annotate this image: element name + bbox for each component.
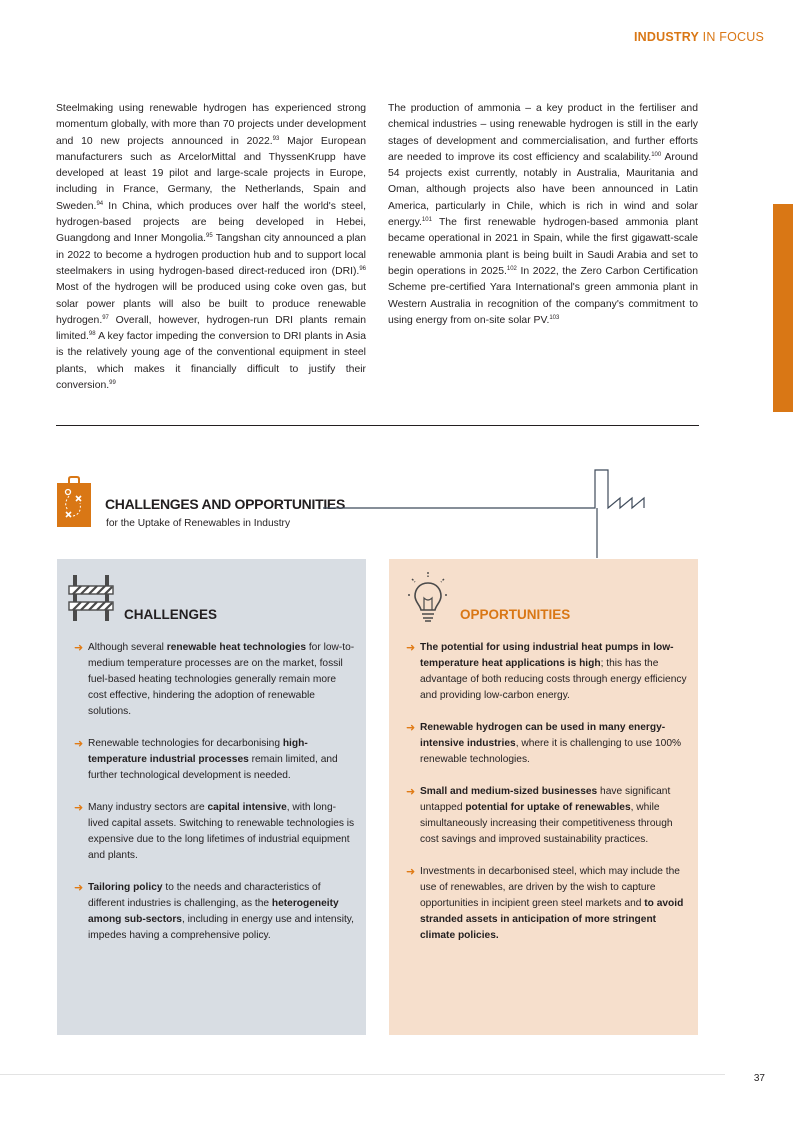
item-emphasis: Renewable hydrogen can be used in many energy-intensive industries bbox=[420, 722, 666, 749]
list-item bbox=[406, 640, 688, 704]
lightbulb-icon bbox=[407, 571, 449, 623]
arrow-right-icon: ➜ bbox=[406, 866, 416, 878]
item-emphasis: The potential for using industrial heat pumps in low-temperature heat applications is high bbox=[420, 642, 674, 669]
footnote-ref: 102 bbox=[506, 265, 517, 272]
challenges-title: CHALLENGES bbox=[124, 607, 218, 622]
footnote-ref: 98 bbox=[88, 331, 96, 338]
item-emphasis: capital intensive bbox=[207, 802, 287, 813]
list-item bbox=[406, 784, 688, 848]
text-run: Tangshan city announced a plan in 2022 to become a hydrogen production hub and to support local steelmakers in using hydrogen-based direct-reduced iron (DRI). bbox=[56, 233, 367, 277]
text-run: In 2022, the Zero Carbon Certification Scheme pre-certified Yara International's green ammonia plant in Western Australia in recognition of the company's commitment to using energy from on-site solar PV. bbox=[388, 265, 698, 326]
strategy-board-icon bbox=[56, 476, 92, 528]
item-text: , where it is challenging to use 100% renewable technologies. bbox=[420, 738, 682, 765]
item-emphasis: to avoid stranded assets in anticipation of more stringent climate policies. bbox=[420, 898, 684, 941]
footnote-ref: 96 bbox=[359, 265, 366, 272]
item-emphasis: potential for uptake of renewables bbox=[465, 802, 631, 813]
item-text: for low-to-medium temperature processes are on the market, fossil fuel-based heating technologies generally remain more cost effective, hindering the adoption of renewable solutions. bbox=[88, 642, 355, 717]
road-barrier-icon bbox=[68, 574, 114, 622]
item-emphasis: high-temperature industrial processes bbox=[88, 738, 308, 765]
factory-outline-icon bbox=[320, 468, 680, 560]
list-item bbox=[406, 864, 688, 944]
item-text: Investments in decarbonised steel, which may include the use of renewables, are driven by the wish to capture opportunities in incipient green steel markets and bbox=[420, 866, 680, 909]
item-emphasis: renewable heat technologies bbox=[166, 642, 307, 653]
item-text: ; this has the advantage of both reducing costs through energy efficiency and providing low-carbon energy. bbox=[420, 658, 687, 701]
header-tag-rest: IN FOCUS bbox=[699, 30, 764, 44]
item-text: to the needs and characteristics of different industries is challenging, as the bbox=[88, 882, 321, 909]
text-run: The production of ammonia – a key product in the fertiliser and chemical industries – using renewable hydrogen is still in the early stages of development and commercialisation, and further efforts are needed to improve its cost efficiency and scalability. bbox=[388, 103, 698, 163]
challenges-list bbox=[74, 640, 356, 960]
footnote-ref: 99 bbox=[109, 380, 116, 387]
footnote-ref: 100 bbox=[651, 151, 662, 158]
arrow-right-icon: ➜ bbox=[406, 642, 416, 654]
item-text: , including in energy use and intensity, impedes having a comprehensive policy. bbox=[88, 914, 354, 941]
text-run: Overall, however, hydrogen-run DRI plants remain limited. bbox=[56, 314, 366, 343]
side-accent-bar bbox=[773, 204, 793, 412]
section-subtitle: for the Uptake of Renewables in Industry bbox=[106, 518, 291, 529]
arrow-right-icon: ➜ bbox=[74, 802, 84, 814]
footnote-ref: 93 bbox=[272, 135, 280, 142]
text-run: Around 54 projects exist currently, notably in Australia, Mauritania and Oman, although projects also have been announced in Latin America, particularly in Chile, which is rich in wind and solar energy. bbox=[388, 151, 698, 229]
footnote-ref: 94 bbox=[96, 200, 104, 207]
section-divider bbox=[56, 425, 699, 426]
footnote-ref: 97 bbox=[102, 314, 109, 321]
text-run: The first renewable hydrogen-based ammonia plant became operational in 2021 in Spain, while the first gigawatt-scale renewable ammonia plant is being built in Saudi Arabia and set to begin operations in 2025. bbox=[388, 217, 698, 277]
item-text: Renewable technologies for decarbonising bbox=[88, 738, 283, 749]
section-header-tag bbox=[634, 30, 764, 44]
footnote-ref: 101 bbox=[421, 217, 432, 224]
arrow-right-icon: ➜ bbox=[406, 722, 416, 734]
opportunities-panel bbox=[389, 559, 698, 1035]
item-text: have significant untapped bbox=[420, 786, 671, 813]
left-text-column bbox=[56, 101, 366, 394]
list-item bbox=[74, 736, 356, 784]
text-run: Major European manufacturers such as ArcelorMittal and ThyssenKrupp have developed at least 19 pilot and large-scale projects in Europe, including in France, Germany, the Netherlands, Spain and Sweden. bbox=[56, 135, 366, 212]
footnote-ref: 103 bbox=[549, 314, 560, 321]
challenges-panel bbox=[57, 559, 366, 1035]
footnote-ref: 95 bbox=[206, 233, 213, 240]
item-text: Many industry sectors are bbox=[88, 802, 208, 813]
list-item bbox=[406, 720, 688, 768]
arrow-right-icon: ➜ bbox=[74, 882, 84, 894]
arrow-right-icon: ➜ bbox=[406, 786, 416, 798]
right-text-column bbox=[388, 101, 698, 329]
footer-rule bbox=[0, 1074, 725, 1075]
opportunities-list bbox=[406, 640, 688, 960]
section-title: CHALLENGES AND OPPORTUNITIES bbox=[105, 496, 345, 512]
item-emphasis: Tailoring policy bbox=[88, 882, 163, 893]
list-item bbox=[74, 640, 356, 720]
item-emphasis: heterogeneity among sub-sectors bbox=[88, 898, 339, 925]
text-run: In China, which produces over half the world's steel, hydrogen-based projects are being developed in Hebei, Guangdong and Inner Mongolia. bbox=[56, 200, 366, 245]
list-item bbox=[74, 880, 356, 944]
item-emphasis: Small and medium-sized businesses bbox=[420, 786, 598, 797]
opportunities-title: OPPORTUNITIES bbox=[460, 607, 571, 622]
item-text: Although several bbox=[88, 642, 167, 653]
text-run: Steelmaking using renewable hydrogen has experienced strong momentum globally, with more than 70 projects under development and 10 new projects announced in 2022. bbox=[56, 103, 366, 147]
text-run: Most of the hydrogen will be produced using coke oven gas, but solar power plants will also be built to produce renewable hydrogen. bbox=[56, 282, 366, 326]
text-run: A key factor impeding the conversion to DRI plants in Asia is the relatively young age of the conventional equipment in steel plants, which makes it financially difficult to justify their conversion. bbox=[56, 331, 366, 392]
page-number: 37 bbox=[753, 1073, 765, 1084]
list-item bbox=[74, 800, 356, 864]
arrow-right-icon: ➜ bbox=[74, 738, 84, 750]
arrow-right-icon: ➜ bbox=[74, 642, 84, 654]
item-text: , while simultaneously increasing their competitiveness through cost savings and improved sustainability practices. bbox=[420, 802, 673, 845]
item-text: remain limited, and further technological development is needed. bbox=[88, 754, 338, 781]
item-text: , with long-lived capital assets. Switching to renewable technologies is expensive due to the long lifetimes of industrial equipment and plants. bbox=[88, 802, 355, 861]
header-tag-strong: INDUSTRY bbox=[633, 30, 699, 44]
